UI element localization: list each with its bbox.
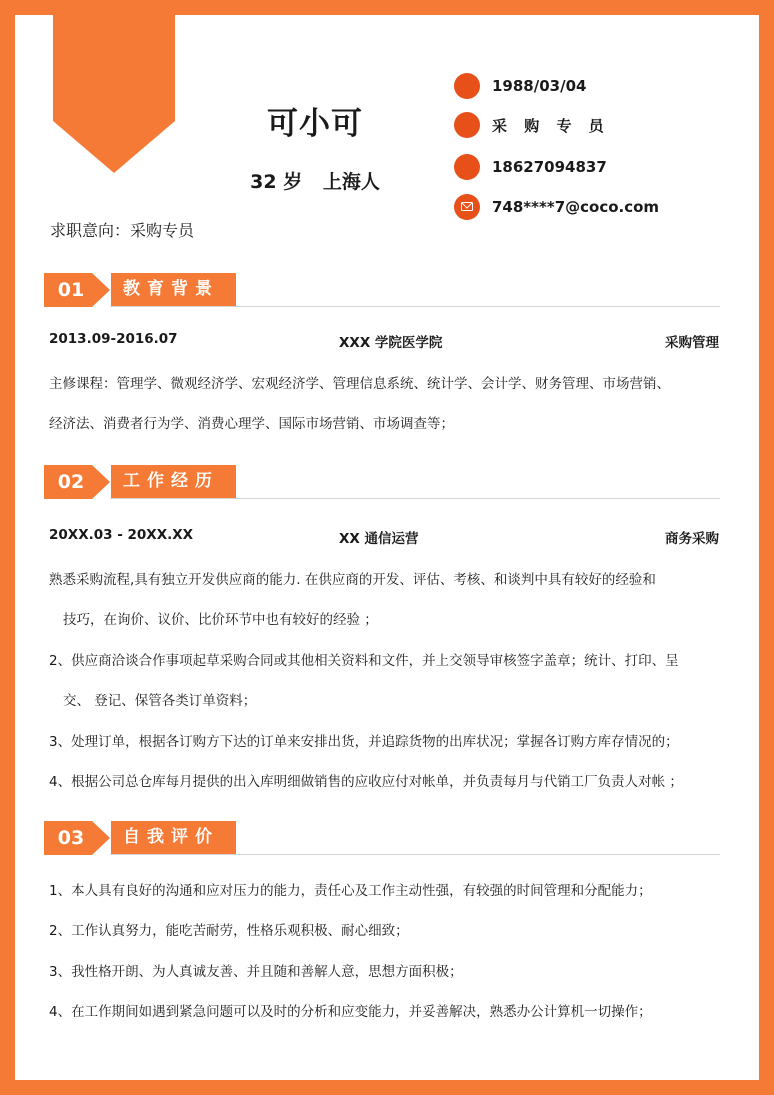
origin: 上海人 [322, 171, 380, 193]
position-icon [454, 112, 480, 138]
phone-icon [454, 154, 480, 180]
phone-number: 18627094837 [492, 158, 607, 176]
work-summary [49, 527, 719, 547]
age-origin [210, 167, 420, 194]
work-line: 交、 登记、保管各类订单资料； [63, 693, 257, 709]
job-intent [50, 218, 194, 241]
candidate-name: 可小可 [267, 106, 363, 142]
work-line: 熟悉采购流程,具有独立开发供应商的能力. 在供应商的开发、评估、考核、和谈判中具有较好的经验和 [49, 572, 656, 588]
intent-label: 求职意向： [50, 221, 131, 240]
work-line: 2、供应商洽谈合作事项起草采购合同或其他相关资料和文件，并上交领导审核签字盖章；统计、打印、呈 [49, 653, 679, 669]
section-title: 工作经历 [111, 465, 236, 498]
resume-sheet [15, 15, 759, 1080]
self-line: 3、我性格开朗、为人真诚友善、并且随和善解人意，思想方面积极； [49, 964, 463, 980]
self-line: 4、在工作期间如遇到紧急问题可以及时的分析和应变能力，并妥善解决，熟悉办公计算机一切操作； [49, 1004, 652, 1020]
info-position [454, 112, 754, 138]
email-address: 748****7@coco.com [492, 198, 660, 216]
education-major: 采购管理 [665, 335, 719, 351]
intent-value: 采购专员 [130, 221, 195, 240]
self-line: 1、本人具有良好的沟通和应对压力的能力，责任心及工作主动性强，有较强的时间管理和分配能力； [49, 883, 652, 899]
section-title: 自我评价 [111, 821, 236, 854]
education-summary [49, 331, 719, 351]
self-line: 2、工作认真努力，能吃苦耐劳，性格乐观积极、耐心细致； [49, 923, 409, 939]
mail-icon [454, 194, 480, 220]
info-email [454, 194, 754, 220]
work-line: 4、根据公司总仓库每月提供的出入库明细做销售的应收应付对帐单，并负责每月与代销工厂负责人对帐 ； [49, 774, 683, 790]
work-role: 商务采购 [665, 531, 719, 547]
education-school: XXX 学院医学院 [339, 335, 443, 351]
section-divider [110, 306, 720, 307]
section-number: 03 [57, 827, 85, 849]
age: 32 岁 [250, 171, 303, 193]
section-self-header [44, 821, 720, 855]
birth-date: 1988/03/04 [492, 77, 587, 95]
section-divider [110, 854, 720, 855]
header-ribbon [53, 15, 175, 173]
section-title: 教育背景 [111, 273, 236, 306]
section-number: 01 [57, 279, 85, 301]
education-line: 主修课程：管理学、微观经济学、宏观经济学、管理信息系统、统计学、会计学、财务管理、市场营销、 [49, 376, 670, 392]
info-phone [454, 154, 754, 180]
work-line: 技巧，在询价、议价、比价环节中也有较好的经验 ； [63, 612, 378, 628]
section-education-header [44, 273, 720, 307]
info-birth [454, 73, 754, 99]
section-work-header [44, 465, 720, 499]
section-divider [110, 498, 720, 499]
work-line: 3、处理订单，根据各订购方下达的订单来安排出货，并追踪货物的出库状况；掌握各订购方库存情况的； [49, 734, 679, 750]
education-line: 经济法、消费者行为学、消费心理学、国际市场营销、市场调查等； [49, 416, 454, 432]
work-company: XX 通信运营 [339, 531, 419, 547]
education-period: 2013.09-2016.07 [49, 331, 178, 347]
section-number: 02 [57, 471, 85, 493]
work-period: 20XX.03 - 20XX.XX [49, 527, 194, 543]
position-text: 采 购 专 员 [492, 116, 610, 135]
birthday-icon [454, 73, 480, 99]
